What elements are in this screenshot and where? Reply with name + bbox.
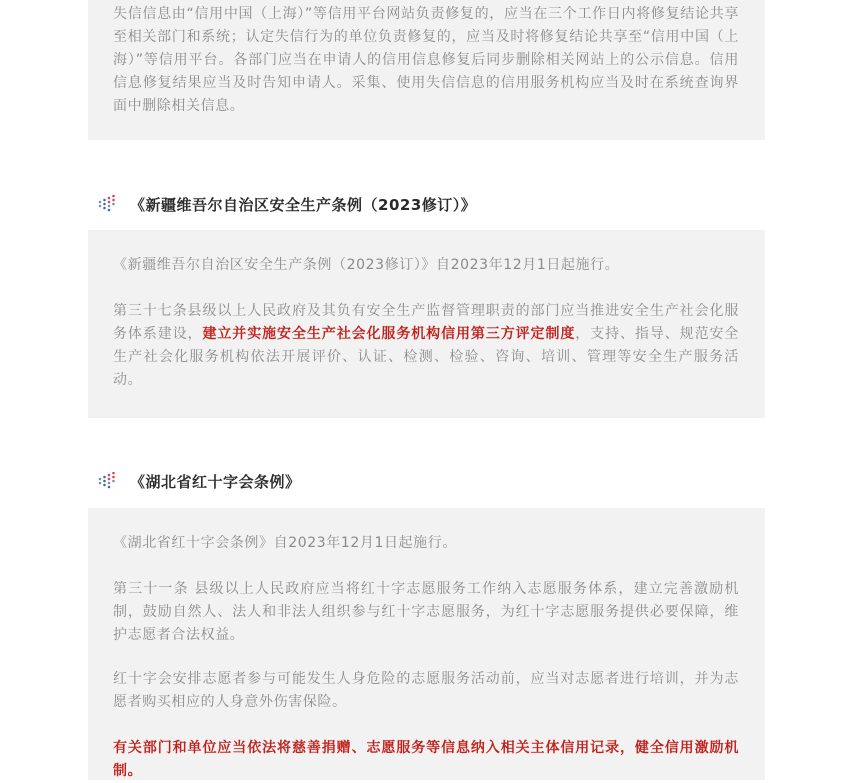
article-text: ，支持、指导、规范安全生产社会化服务机构依法开展评价、认证、检测、检验、咨询、培训、管理等安全生产服务活动。 bbox=[113, 326, 739, 388]
volunteer-training-paragraph: 红十字会安排志愿者参与可能发生人身危险的志愿服务活动前，应当对志愿者进行培训，并为志愿者购买相应的人身意外伤害保险。 bbox=[113, 671, 739, 710]
effective-date-text: 《新疆维吾尔自治区安全生产条例（2023修订）》自2023年12月1日起施行。 bbox=[113, 257, 620, 273]
article-31-paragraph: 第三十一条 县级以上人民政府应当将红十字志愿服务工作纳入志愿服务体系，建立完善激励机制，鼓励自然人、法人和非法人组织参与红十字志愿服务，为红十字志愿服务提供必要保障，维护志愿者合法权益。 bbox=[113, 581, 739, 643]
section-heading-xinjiang bbox=[98, 192, 476, 216]
credit-record-highlight: 有关部门和单位应当依法将慈善捐赠、志愿服务等信息纳入相关主体信用记录，健全信用激励机制。 bbox=[113, 740, 739, 779]
dots-bullet-icon bbox=[98, 472, 116, 490]
effective-date-text: 《湖北省红十字会条例》自2023年12月1日起施行。 bbox=[113, 535, 457, 551]
highlight-text: 建立并实施安全生产社会化服务机构信用第三方评定制度 bbox=[202, 326, 576, 342]
section-title: 《湖北省红十字会条例》 bbox=[130, 472, 301, 491]
section-heading-hubei bbox=[98, 469, 301, 493]
article-text: 第三十七条县级以上人民政府及其负有安全生产监督管理职责的部门应当推进安全生产社会化服务体系建设， bbox=[113, 303, 739, 342]
article-37-paragraph bbox=[113, 300, 739, 392]
dots-bullet-icon bbox=[98, 195, 116, 213]
credit-repair-paragraph: 失信信息由“信用中国（上海）”等信用平台网站负责修复的，应当在三个工作日内将修复结论共享至相关部门和系统；认定失信行为的单位负责修复的，应当及时将修复结论共享至“信用中国（上海）”等信用平台。各部门应当在申请人的信用信息修复后同步删除相关网站上的公示信息。信用信息修复结果应当及时告知申请人。采集、使用失信信息的信用服务机构应当及时在系统查询界面中删除相关信息。 bbox=[113, 6, 739, 114]
section-title: 《新疆维吾尔自治区安全生产条例（2023修订）》 bbox=[130, 195, 477, 214]
